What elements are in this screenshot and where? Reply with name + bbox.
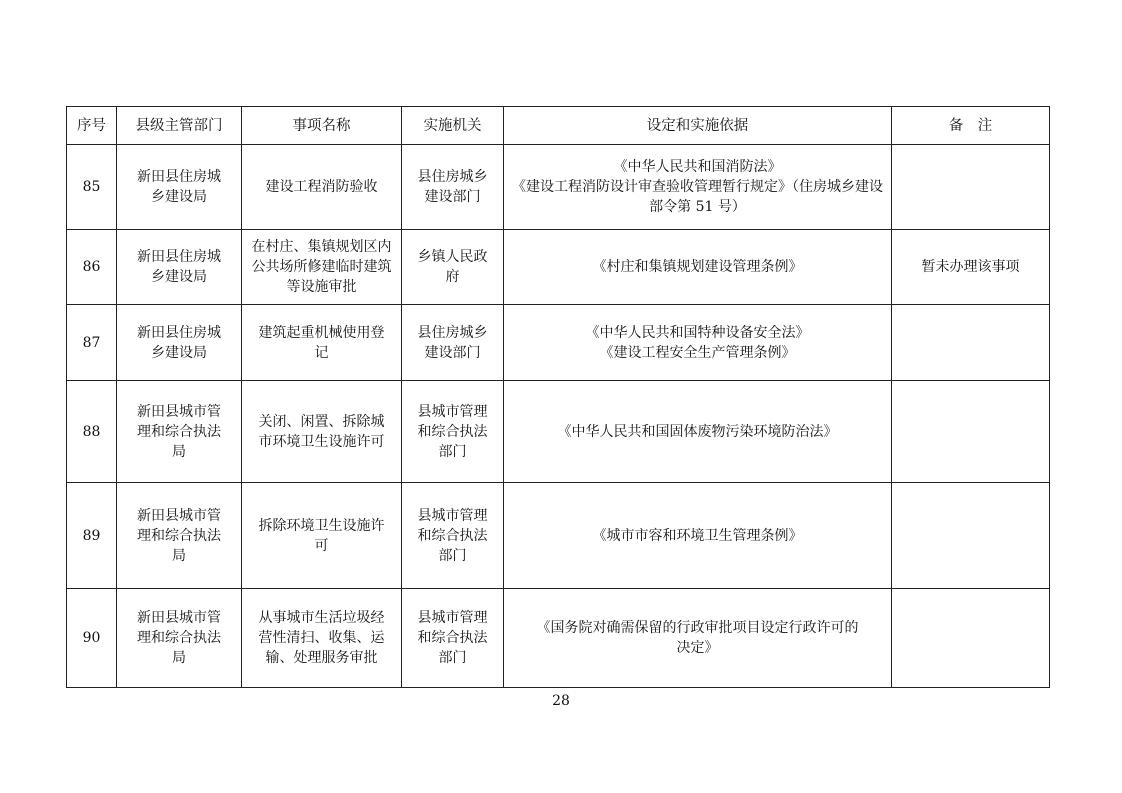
cell-implementing-agency: 县住房城乡 建设部门 (402, 145, 504, 230)
cell-implementing-agency: 县城市管理 和综合执法 部门 (402, 381, 504, 483)
header-serial-number: 序号 (67, 107, 117, 145)
cell-remarks (892, 589, 1050, 688)
cell-remarks (892, 305, 1050, 381)
cell-serial-number: 90 (67, 589, 117, 688)
cell-legal-basis: 《中华人民共和国特种设备安全法》 《建设工程安全生产管理条例》 (504, 305, 892, 381)
cell-remarks (892, 381, 1050, 483)
cell-legal-basis: 《城市市容和环境卫生管理条例》 (504, 483, 892, 589)
cell-serial-number: 86 (67, 230, 117, 305)
cell-legal-basis: 《中华人民共和国消防法》 《建设工程消防设计审查验收管理暂行规定》（住房城乡建设部令第 51 号） (504, 145, 892, 230)
header-remarks: 备 注 (892, 107, 1050, 145)
cell-county-department: 新田县住房城 乡建设局 (117, 145, 242, 230)
header-item-name: 事项名称 (242, 107, 402, 145)
cell-item-name: 关闭、闲置、拆除城 市环境卫生设施许可 (242, 381, 402, 483)
cell-serial-number: 87 (67, 305, 117, 381)
cell-county-department: 新田县住房城 乡建设局 (117, 305, 242, 381)
cell-item-name: 建设工程消防验收 (242, 145, 402, 230)
cell-legal-basis: 《村庄和集镇规划建设管理条例》 (504, 230, 892, 305)
table-row (67, 381, 1050, 483)
cell-item-name: 从事城市生活垃圾经 营性清扫、收集、运 输、处理服务审批 (242, 589, 402, 688)
header-legal-basis: 设定和实施依据 (504, 107, 892, 145)
cell-county-department: 新田县城市管 理和综合执法 局 (117, 483, 242, 589)
table-row (67, 230, 1050, 305)
header-county-department: 县级主管部门 (117, 107, 242, 145)
cell-implementing-agency: 县城市管理 和综合执法 部门 (402, 589, 504, 688)
cell-serial-number: 85 (67, 145, 117, 230)
table-row (67, 145, 1050, 230)
cell-legal-basis: 《国务院对确需保留的行政审批项目设定行政许可的 决定》 (504, 589, 892, 688)
table-row (67, 483, 1050, 589)
cell-item-name: 拆除环境卫生设施许 可 (242, 483, 402, 589)
cell-serial-number: 89 (67, 483, 117, 589)
cell-county-department: 新田县住房城 乡建设局 (117, 230, 242, 305)
cell-county-department: 新田县城市管 理和综合执法 局 (117, 381, 242, 483)
table-row (67, 305, 1050, 381)
cell-item-name: 建筑起重机械使用登 记 (242, 305, 402, 381)
cell-legal-basis: 《中华人民共和国固体废物污染环境防治法》 (504, 381, 892, 483)
table-header-row (67, 107, 1050, 145)
cell-remarks (892, 483, 1050, 589)
cell-implementing-agency: 县住房城乡 建设部门 (402, 305, 504, 381)
table-row (67, 589, 1050, 688)
page-number: 28 (552, 693, 570, 709)
cell-county-department: 新田县城市管 理和综合执法 局 (117, 589, 242, 688)
header-implementing-agency: 实施机关 (402, 107, 504, 145)
approval-items-table (66, 106, 1050, 688)
cell-item-name: 在村庄、集镇规划区内公共场所修建临时建筑等设施审批 (242, 230, 402, 305)
cell-serial-number: 88 (67, 381, 117, 483)
cell-implementing-agency: 县城市管理 和综合执法 部门 (402, 483, 504, 589)
cell-remarks: 暂未办理该事项 (892, 230, 1050, 305)
cell-implementing-agency: 乡镇人民政 府 (402, 230, 504, 305)
cell-remarks (892, 145, 1050, 230)
